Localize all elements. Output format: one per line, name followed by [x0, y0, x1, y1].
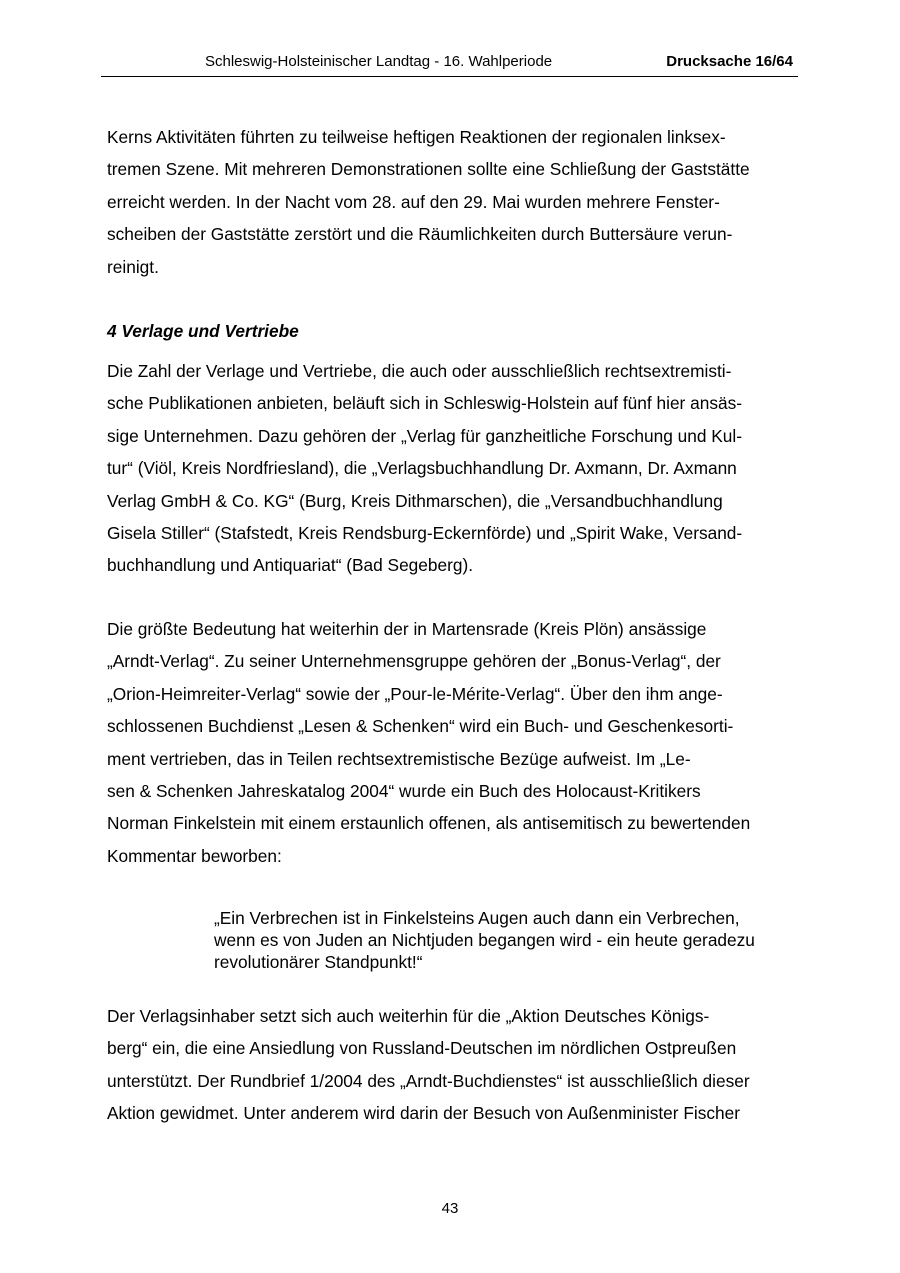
text-line: buchhandlung und Antiquariat“ (Bad Segeberg). [107, 555, 474, 576]
text-line: Aktion gewidmet. Unter anderem wird darin der Besuch von Außenminister Fischer [107, 1103, 740, 1124]
text-line: sche Publikationen anbieten, beläuft sich in Schleswig-Holstein auf fünf hier ansäs- [107, 393, 742, 414]
paragraph-2 [107, 355, 797, 582]
text-line: berg“ ein, die eine Ansiedlung von Russland-Deutschen im nördlichen Ostpreußen [107, 1038, 737, 1059]
page-header [101, 52, 798, 77]
text-line: Der Verlagsinhaber setzt sich auch weiterhin für die „Aktion Deutsches Königs- [107, 1006, 710, 1026]
header-title: Schleswig-Holsteinischer Landtag - 16. Wahlperiode [205, 53, 553, 70]
text-line: Verlag GmbH & Co. KG“ (Burg, Kreis Dithmarschen), die „Versandbuchhandlung [107, 490, 723, 511]
text-line: Die Zahl der Verlage und Vertriebe, die auch oder ausschließlich rechtsextremisti- [107, 361, 732, 381]
text-line: tur“ (Viöl, Kreis Nordfriesland), die „Verlagsbuchhandlung Dr. Axmann, Dr. Axmann [107, 458, 737, 479]
text-line: „Orion-Heimreiter-Verlag“ sowie der „Pour-le-Mérite-Verlag“. Über den ihm ange- [107, 683, 723, 704]
text-line: schlossenen Buchdienst „Lesen & Schenken“ wird ein Buch- und Geschenkesorti- [107, 716, 734, 737]
text-line: Kerns Aktivitäten führten zu teilweise heftigen Reaktionen der regionalen linksex- [107, 127, 726, 147]
paragraph-1 [107, 121, 797, 283]
text-line: Die größte Bedeutung hat weiterhin der in Martensrade (Kreis Plön) ansässige [107, 619, 707, 639]
text-line: Norman Finkelstein mit einem erstaunlich offenen, als antisemitisch zu bewertenden [107, 813, 751, 834]
text-line: ment vertrieben, das in Teilen rechtsextremistische Bezüge aufweist. Im „Le- [107, 748, 691, 769]
quote-line: „Ein Verbrechen ist in Finkelsteins Augen auch dann ein Verbrechen, [214, 908, 740, 928]
section-heading: 4 Verlage und Vertriebe [107, 321, 299, 341]
quote-line: wenn es von Juden an Nichtjuden begangen wird - ein heute geradezu [214, 930, 755, 951]
paragraph-3 [107, 613, 797, 872]
quote-line: revolutionärer Standpunkt!“ [214, 952, 423, 973]
block-quote [214, 907, 794, 974]
page-number: 43 [441, 1200, 459, 1217]
text-line: scheiben der Gaststätte zerstört und die Räumlichkeiten durch Buttersäure verun- [107, 224, 733, 245]
text-line: Gisela Stiller“ (Stafstedt, Kreis Rendsburg-Eckernförde) und „Spirit Wake, Versand- [107, 523, 743, 544]
paragraph-4 [107, 1000, 797, 1130]
text-line: sige Unternehmen. Dazu gehören der „Verlag für ganzheitliche Forschung und Kul- [107, 425, 742, 446]
text-line: tremen Szene. Mit mehreren Demonstrationen sollte eine Schließung der Gaststätte [107, 159, 750, 180]
text-line: erreicht werden. In der Nacht vom 28. auf den 29. Mai wurden mehrere Fenster- [107, 191, 720, 212]
text-line: „Arndt-Verlag“. Zu seiner Unternehmensgruppe gehören der „Bonus-Verlag“, der [107, 651, 721, 672]
text-line: sen & Schenken Jahreskatalog 2004“ wurde ein Buch des Holocaust-Kritikers [107, 781, 701, 802]
text-line: Kommentar beworben: [107, 845, 282, 866]
text-line: unterstützt. Der Rundbrief 1/2004 des „Arndt-Buchdienstes“ ist ausschließlich dieser [107, 1070, 750, 1091]
document-number: Drucksache 16/64 [666, 53, 793, 70]
text-line: reinigt. [107, 256, 159, 277]
